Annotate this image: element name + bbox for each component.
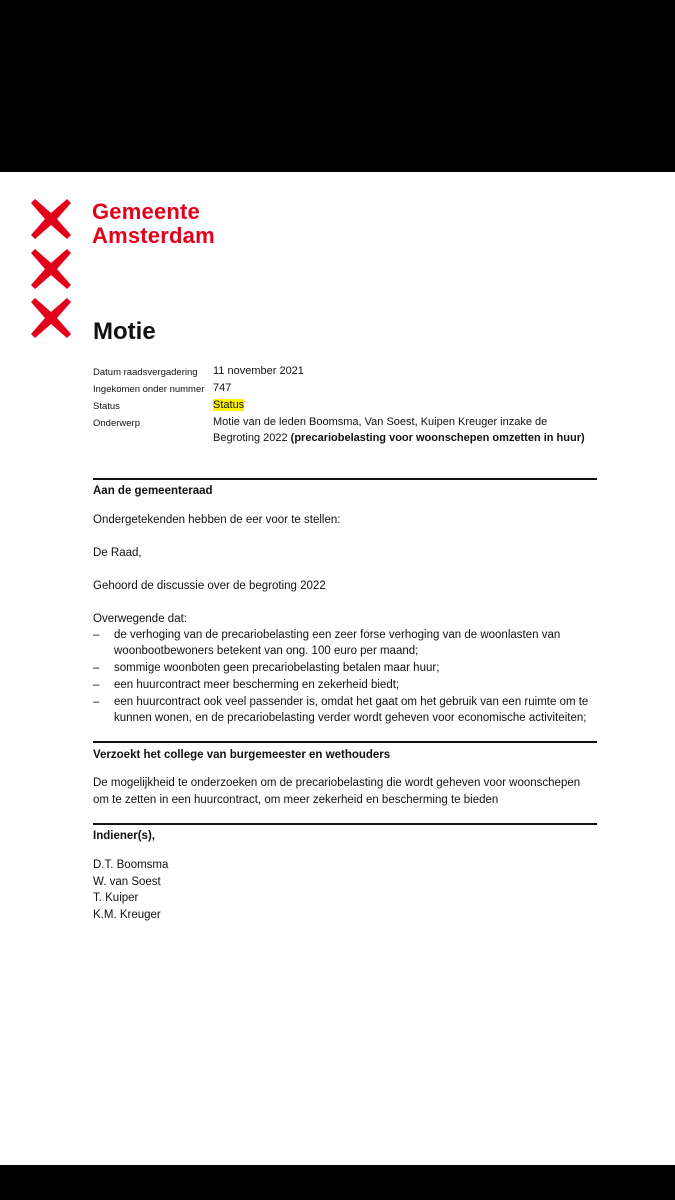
bullet-2-line-1: sommige woonboten geen precariobelasting betalen maar huur; — [114, 662, 440, 674]
status-label: Status — [93, 401, 120, 412]
signer-name: D.T. Boomsma — [93, 859, 169, 871]
signer-name: T. Kuiper — [93, 892, 139, 904]
subject-line-1: Motie van de leden Boomsma, Van Soest, Kuipen Kreuger inzake de — [213, 416, 548, 428]
signer-name: W. van Soest — [93, 876, 161, 888]
bullet-dash: – — [93, 662, 100, 674]
de-raad-text: De Raad, — [93, 547, 142, 559]
subject-line-2 — [213, 430, 585, 446]
signer-name: K.M. Kreuger — [93, 909, 161, 921]
section-heading-verzoekt: Verzoekt het college van burgemeester en wethouders — [93, 749, 391, 761]
bullet-dash: – — [93, 679, 100, 691]
bullet-3-line-1: een huurcontract meer bescherming en zekerheid biedt; — [114, 679, 400, 691]
bullet-4-line-2: kunnen wonen, en de precariobelasting verder wordt geheven voor economische activiteiten; — [114, 712, 587, 724]
bullet-dash: – — [93, 629, 100, 641]
brand-name — [92, 200, 215, 248]
date-value: 11 november 2021 — [213, 365, 304, 377]
page-title: Motie — [93, 318, 156, 345]
date-label: Datum raadsvergadering — [93, 367, 198, 378]
x-cross-icon — [31, 249, 71, 289]
brand-line-1: Gemeente — [92, 199, 200, 224]
brand-line-2: Amsterdam — [92, 223, 215, 248]
section-heading-gemeenteraad: Aan de gemeenteraad — [93, 485, 213, 497]
section-heading-indieners: Indiener(s), — [93, 830, 155, 842]
subject-line-2-plain: Begroting 2022 — [213, 432, 291, 444]
number-value: 747 — [213, 382, 232, 394]
status-highlight: Status — [213, 399, 245, 411]
gehoord-text: Gehoord de discussie over de begroting 2022 — [93, 580, 326, 592]
number-label: Ingekomen onder nummer — [93, 384, 205, 395]
bullet-4-line-1: een huurcontract ook veel passender is, omdat het gaat om het gebruik van een ruimte om te — [114, 696, 589, 708]
request-line-2: om te zetten in een huurcontract, om meer zekerheid en bescherming te bieden — [93, 794, 499, 806]
bullet-1-line-1: de verhoging van de precariobelasting een zeer forse verhoging van de woonlasten van — [114, 629, 561, 641]
intro-text: Ondergetekenden hebben de eer voor te stellen: — [93, 514, 341, 526]
section-divider — [93, 741, 597, 743]
request-line-1: De mogelijkheid te onderzoeken om de precariobelasting die wordt geheven voor woonschepen — [93, 777, 581, 789]
x-cross-icon — [31, 199, 71, 239]
section-divider — [93, 823, 597, 825]
section-divider — [93, 478, 597, 480]
bullet-dash: – — [93, 696, 100, 708]
subject-line-2-bold: (precariobelasting voor woonschepen omzetten in huur) — [290, 432, 585, 444]
status-value — [213, 397, 244, 413]
overwegende-text: Overwegende dat: — [93, 613, 187, 625]
subject-label: Onderwerp — [93, 418, 140, 429]
x-cross-icon — [31, 298, 71, 338]
document-page — [0, 172, 675, 1165]
bullet-1-line-2: woonbootbewoners betekent van ong. 100 euro per maand; — [114, 645, 419, 657]
